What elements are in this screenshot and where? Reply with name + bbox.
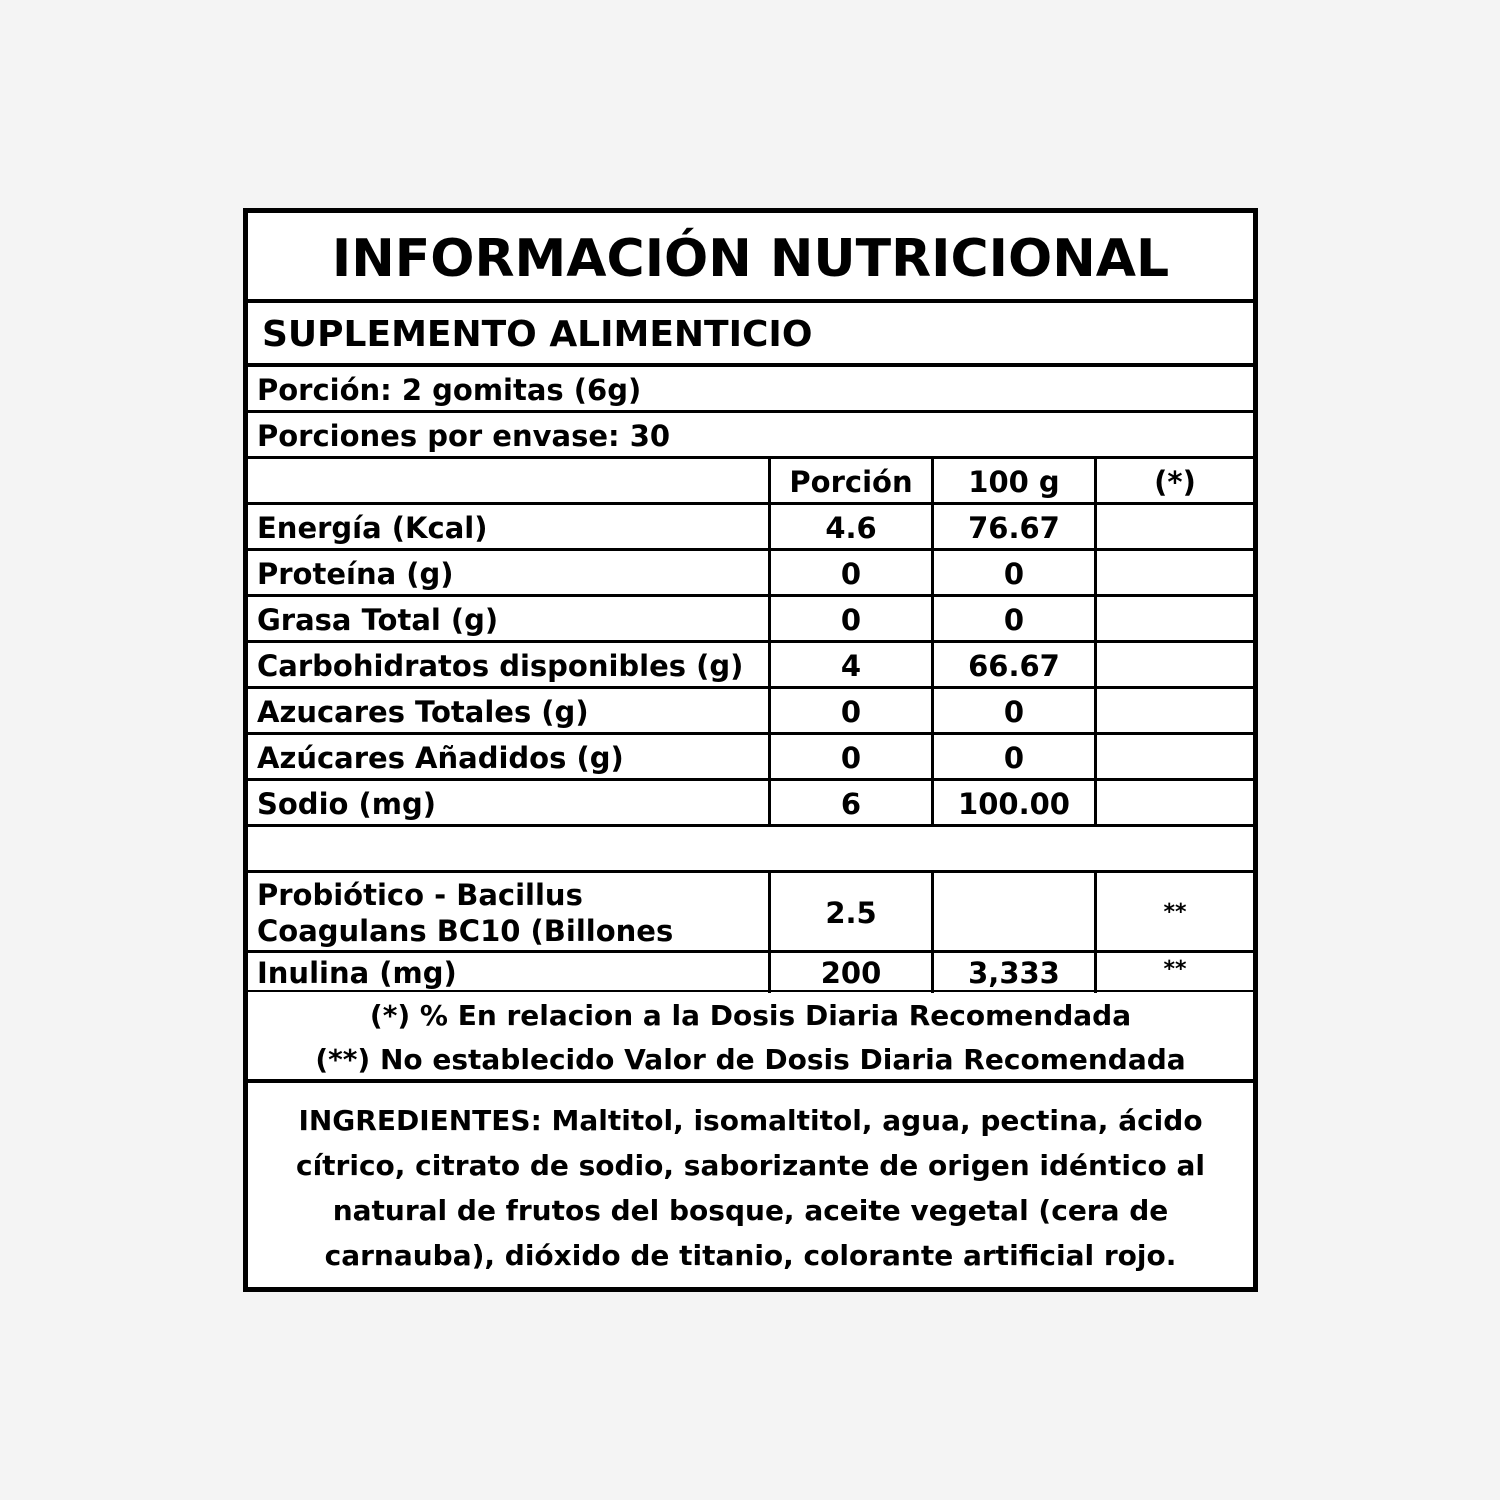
- nutrient-per100: 100.00: [934, 781, 1097, 824]
- table-header-row: [248, 459, 1253, 505]
- ingredients-line: carnauba), dióxido de titanio, colorante artificial rojo.: [324, 1239, 1177, 1272]
- nutrient-dv: [1097, 597, 1253, 640]
- nutrient-dv: [1097, 643, 1253, 686]
- nutrient-per100: 0: [934, 551, 1097, 594]
- nutrient-per100: 76.67: [934, 505, 1097, 548]
- ingredients-line: cítrico, citrato de sodio, saborizante de origen idéntico al: [295, 1149, 1206, 1182]
- nutrient-name: Sodio (mg): [248, 781, 771, 824]
- footnotes: [248, 990, 1253, 1083]
- nutrient-portion: 200: [771, 953, 934, 993]
- nutrient-name-line: Coagulans BC10 (Billones: [257, 914, 674, 948]
- nutrient-per100: 0: [934, 689, 1097, 732]
- header-per100: 100 g: [934, 459, 1097, 502]
- table-row: [248, 643, 1253, 689]
- table-row: [248, 597, 1253, 643]
- nutrient-portion: 0: [771, 735, 934, 778]
- nutrient-name: Energía (Kcal): [248, 505, 771, 548]
- nutrient-dv: **: [1163, 900, 1187, 925]
- nutrient-per100: 3,333: [934, 953, 1097, 993]
- table-row: [248, 873, 1253, 953]
- nutrient-per100: 0: [934, 597, 1097, 640]
- nutrient-dv: [1097, 505, 1253, 548]
- nutrient-portion: 0: [771, 551, 934, 594]
- nutrient-portion: 0: [771, 689, 934, 732]
- serving-size: Porción: 2 gomitas (6g): [248, 367, 1253, 413]
- nutrient-dv: [1097, 781, 1253, 824]
- table-row: [248, 505, 1253, 551]
- label-subtitle: SUPLEMENTO ALIMENTICIO: [248, 303, 1253, 367]
- table-row: [248, 953, 1253, 993]
- nutrient-per100: [934, 873, 1097, 950]
- ingredients: [248, 1083, 1253, 1287]
- nutrient-name: Azucares Totales (g): [248, 689, 771, 732]
- nutrient-name-line: Probiótico - Bacillus: [257, 878, 583, 912]
- header-dv: (*): [1154, 465, 1196, 499]
- ingredients-line: INGREDIENTES: Maltitol, isomaltitol, agua, pectina, ácido: [298, 1104, 1203, 1137]
- table-row: [248, 689, 1253, 735]
- nutrient-portion: 6: [771, 781, 934, 824]
- nutrient-portion: 0: [771, 597, 934, 640]
- nutrient-portion: 4: [771, 643, 934, 686]
- table-row: [248, 551, 1253, 597]
- nutrient-name: [248, 873, 771, 950]
- header-portion: Porción: [771, 459, 934, 502]
- nutrient-portion: 4.6: [771, 505, 934, 548]
- table-row: [248, 735, 1253, 781]
- spacer-row: [248, 827, 1253, 873]
- nutrient-name: Grasa Total (g): [248, 597, 771, 640]
- nutrient-dv: **: [1163, 957, 1187, 982]
- nutrient-per100: 0: [934, 735, 1097, 778]
- nutrient-name: Inulina (mg): [248, 953, 771, 993]
- nutrient-portion: 2.5: [771, 873, 934, 950]
- nutrient-dv: [1097, 735, 1253, 778]
- nutrient-name: Proteína (g): [248, 551, 771, 594]
- servings-per-container: Porciones por envase: 30: [248, 413, 1253, 459]
- nutrient-name: Azúcares Añadidos (g): [248, 735, 771, 778]
- footnote-dv: (*) % En relacion a la Dosis Diaria Recomendada: [369, 999, 1132, 1032]
- nutrient-dv: [1097, 551, 1253, 594]
- ingredients-line: natural de frutos del bosque, aceite vegetal (cera de: [332, 1194, 1169, 1227]
- nutrition-label: [243, 208, 1258, 1292]
- footnote-no-dv: (**) No establecido Valor de Dosis Diaria Recomendada: [315, 1043, 1186, 1076]
- header-name: [248, 459, 771, 502]
- nutrient-name: Carbohidratos disponibles (g): [248, 643, 771, 686]
- table-row: [248, 781, 1253, 827]
- nutrient-per100: 66.67: [934, 643, 1097, 686]
- nutrient-dv: [1097, 689, 1253, 732]
- label-title: INFORMACIÓN NUTRICIONAL: [248, 213, 1253, 303]
